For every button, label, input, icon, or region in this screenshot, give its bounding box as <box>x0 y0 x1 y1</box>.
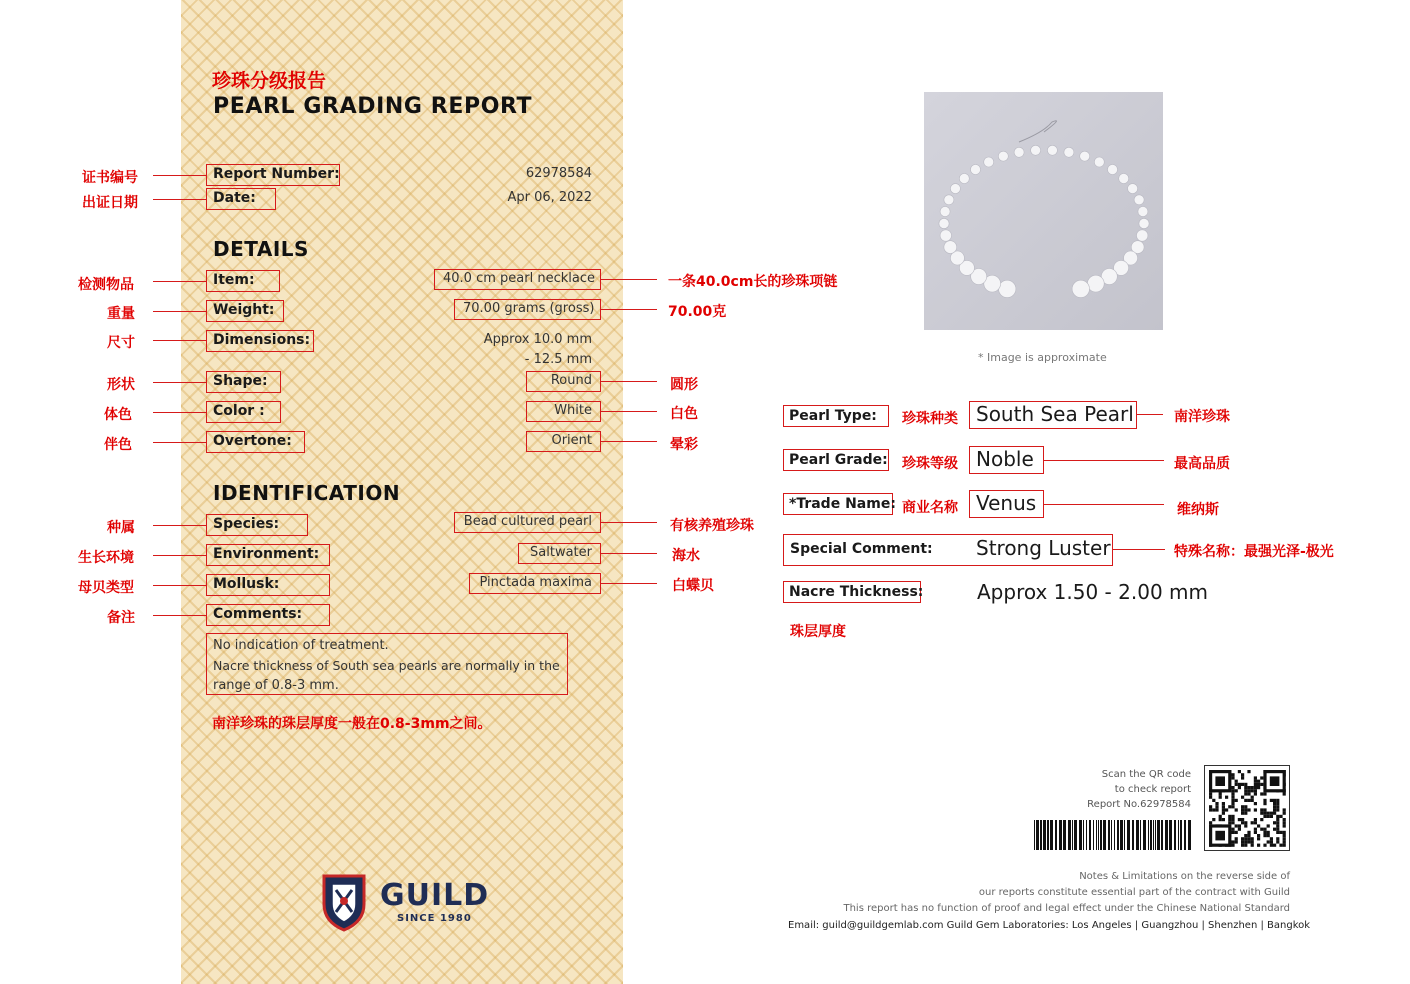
weight-label: Weight: <box>206 300 284 322</box>
color-cn-translation: 白色 <box>670 406 698 422</box>
pearl-grade-translation: 最高品质 <box>1174 456 1230 472</box>
weight-cn-translation: 70.00克 <box>668 304 727 320</box>
trade-name-translation: 维纳斯 <box>1177 502 1219 518</box>
comment-line-3: range of 0.8-3 mm. <box>213 678 339 693</box>
date-label: Date: <box>206 188 276 210</box>
nacre-thickness-value: Approx 1.50 - 2.00 mm <box>977 580 1208 604</box>
nacre-thickness-label: Nacre Thickness: <box>783 581 921 603</box>
report-number-cn: 证书编号 <box>82 170 138 186</box>
trade-name-cn: 商业名称 <box>902 500 958 516</box>
qr-line-2: to check report <box>1114 784 1191 795</box>
qr-line-1: Scan the QR code <box>1101 769 1191 780</box>
item-cn: 检测物品 <box>78 277 134 293</box>
special-comment-translation: 特殊名称：最强光泽-极光 <box>1174 544 1334 560</box>
pearl-grade-cn: 珍珠等级 <box>902 456 958 472</box>
mollusk-value: Pinctada maxima <box>469 573 601 594</box>
weight-value: 70.00 grams (gross) <box>454 299 601 320</box>
overtone-value: Orient <box>526 431 601 452</box>
species-cn: 种属 <box>107 520 135 536</box>
identification-heading: IDENTIFICATION <box>213 481 401 505</box>
shape-label: Shape: <box>206 371 281 393</box>
mollusk-label: Mollusk: <box>206 574 330 596</box>
pearl-necklace-image <box>924 92 1163 330</box>
brand-since: SINCE 1980 <box>397 913 472 924</box>
special-comment-value: Strong Luster <box>976 536 1111 560</box>
date-value: Apr 06, 2022 <box>507 190 592 205</box>
environment-value: Saltwater <box>518 543 601 564</box>
comments-box <box>206 633 568 695</box>
overtone-cn-translation: 晕彩 <box>670 437 698 453</box>
guild-shield-icon <box>320 872 368 936</box>
dimensions-value-2: - 12.5 mm <box>524 352 592 367</box>
page-title: PEARL GRADING REPORT <box>213 94 533 119</box>
notes-line-1: Notes & Limitations on the reverse side of <box>1079 871 1290 882</box>
mollusk-cn: 母贝类型 <box>78 580 134 596</box>
qr-line-3: Report No.62978584 <box>1087 799 1191 810</box>
pearl-type-value: South Sea Pearl <box>969 401 1137 429</box>
comment-line-1: No indication of treatment. <box>213 638 389 653</box>
footer-contact: Email: guild@guildgemlab.com Guild Gem Laboratories: Los Angeles | Guangzhou | Shenzhen | Bangkok <box>788 920 1311 931</box>
item-cn-translation: 一条40.0cm长的珍珠项链 <box>668 274 838 290</box>
shape-cn: 形状 <box>107 377 135 393</box>
shape-value: Round <box>526 371 601 392</box>
environment-label: Environment: <box>206 544 330 566</box>
notes-line-2: our reports constitute essential part of the contract with Guild <box>978 887 1290 898</box>
comment-cn-note: 南洋珍珠的珠层厚度一般在0.8-3mm之间。 <box>212 716 492 732</box>
report-number-label: Report Number: <box>206 164 340 186</box>
pearl-grade-value: Noble <box>969 446 1044 474</box>
color-cn: 体色 <box>104 407 132 423</box>
pearl-type-label: Pearl Type: <box>783 405 889 427</box>
trade-name-label: *Trade Name: <box>783 493 893 515</box>
special-comment-label: Special Comment: <box>790 541 933 557</box>
nacre-thickness-cn: 珠层厚度 <box>790 624 846 640</box>
dimensions-value-1: Approx 10.0 mm <box>483 332 592 347</box>
pearl-type-cn: 珍珠种类 <box>902 411 958 427</box>
environment-cn-translation: 海水 <box>672 548 700 564</box>
footer-notes <box>790 869 1290 917</box>
shape-cn-translation: 圆形 <box>670 377 698 393</box>
title-cn: 珍珠分级报告 <box>212 70 327 92</box>
overtone-cn: 伴色 <box>104 437 132 453</box>
brand-name: GUILD <box>380 878 490 913</box>
comments-label: Comments: <box>206 604 330 626</box>
color-value: White <box>526 401 601 422</box>
report-number-value: 62978584 <box>525 166 592 181</box>
environment-cn: 生长环境 <box>78 550 134 566</box>
trade-name-value: Venus <box>969 490 1044 518</box>
details-heading: DETAILS <box>213 237 309 261</box>
comment-line-2: Nacre thickness of South sea pearls are normally in the <box>213 658 560 673</box>
pearl-type-translation: 南洋珍珠 <box>1174 409 1230 425</box>
date-cn: 出证日期 <box>82 195 138 211</box>
species-label: Species: <box>206 514 308 536</box>
qr-code-icon[interactable] <box>1204 765 1290 851</box>
species-cn-translation: 有核养殖珍珠 <box>670 518 754 534</box>
overtone-label: Overtone: <box>206 431 305 453</box>
dimensions-label: Dimensions: <box>206 330 314 352</box>
comments-cn: 备注 <box>107 610 135 626</box>
color-label: Color : <box>206 401 281 423</box>
mollusk-cn-translation: 白蝶贝 <box>672 578 714 594</box>
weight-cn: 重量 <box>107 306 135 322</box>
barcode-icon <box>1034 820 1192 850</box>
item-label: Item: <box>206 270 280 292</box>
qr-instructions <box>1060 767 1191 812</box>
species-value: Bead cultured pearl <box>454 512 601 533</box>
notes-line-3: This report has no function of proof and legal effect under the Chinese National Standard <box>843 903 1290 914</box>
pearl-grade-label: Pearl Grade: <box>783 449 889 471</box>
pearl-strand <box>939 145 1149 297</box>
image-caption: * Image is approximate <box>978 351 1107 364</box>
item-value: 40.0 cm pearl necklace <box>434 269 601 290</box>
dimensions-cn: 尺寸 <box>107 335 135 351</box>
